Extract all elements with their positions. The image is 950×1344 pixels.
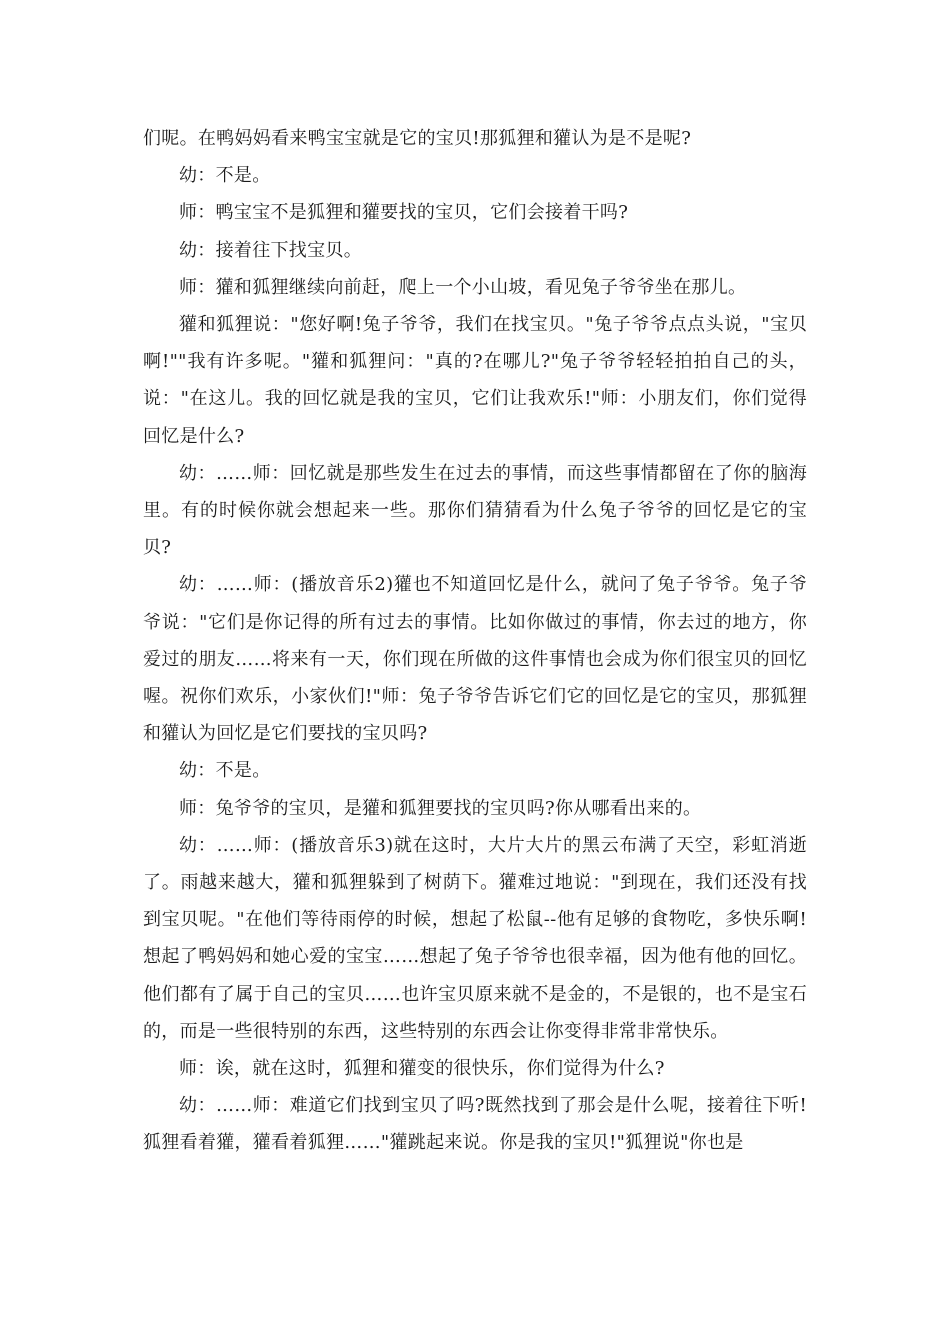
paragraph-10: 师：兔爷爷的宝贝，是獾和狐狸要找的宝贝吗?你从哪看出来的。 bbox=[179, 797, 702, 819]
paragraph-5: 师：獾和狐狸继续向前赶，爬上一个小山坡，看见兔子爷爷坐在那儿。 bbox=[179, 276, 747, 298]
paragraph-2: 幼：不是。 bbox=[179, 165, 271, 187]
paragraph-6: 獾和狐狸说："您好啊!兔子爷爷，我们在找宝贝。"兔子爷爷点点头说，"宝贝啊!""我有许多呢。"獾和狐狸问："真的?在哪儿?"兔子爷爷轻轻拍拍自己的头，说："在这儿。我的回忆就是我的宝贝，它们让我欢乐!"师：小朋友们，你们觉得回忆是什么? bbox=[143, 314, 807, 447]
paragraph-11: 幼：……师：(播放音乐3)就在这时，大片大片的黑云布满了天空，彩虹消逝了。雨越来越大，獾和狐狸躲到了树荫下。獾难过地说："到现在，我们还没有找到宝贝呢。"在他们等待雨停的时候，想起了松鼠--他有足够的食物吃，多快乐啊!想起了鸭妈妈和她心爱的宝宝……想起了兔子爷爷也很幸福，因为他有他的回忆。他们都有了属于自己的宝贝……也许宝贝原来就不是金的，不是银的，也不是宝石的，而是一些很特别的东西，这些特别的东西会让你变得非常非常快乐。 bbox=[143, 834, 807, 1042]
paragraph-8: 幼：……师：(播放音乐2)獾也不知道回忆是什么，就问了兔子爷爷。兔子爷爷说："它们是你记得的所有过去的事情。比如你做过的事情，你去过的地方，你爱过的朋友……将来有一天，你们现在所做的这件事情也会成为你们很宝贝的回忆喔。祝你们欢乐，小家伙们!"师：兔子爷爷告诉它们它的回忆是它的宝贝，那狐狸和獾认为回忆是它们要找的宝贝吗? bbox=[143, 574, 807, 745]
document-body bbox=[143, 120, 807, 1162]
paragraph-1: 们呢。在鸭妈妈看来鸭宝宝就是它的宝贝!那狐狸和獾认为是不是呢? bbox=[143, 128, 692, 149]
paragraph-13: 幼：……师：难道它们找到宝贝了吗?既然找到了那会是什么呢，接着往下听!狐狸看着獾，獾看着狐狸……"獾跳起来说。你是我的宝贝!"狐狸说"你也是 bbox=[143, 1095, 807, 1154]
paragraph-3: 师：鸭宝宝不是狐狸和獾要找的宝贝，它们会接着干吗? bbox=[179, 202, 629, 224]
paragraph-7: 幼：……师：回忆就是那些发生在过去的事情，而这些事情都留在了你的脑海里。有的时候你就会想起来一些。那你们猜猜看为什么兔子爷爷的回忆是它的宝贝? bbox=[143, 462, 807, 559]
paragraph-4: 幼：接着往下找宝贝。 bbox=[179, 239, 362, 261]
paragraph-12: 师：诶，就在这时，狐狸和獾变的很快乐，你们觉得为什么? bbox=[179, 1058, 665, 1080]
paragraph-9: 幼：不是。 bbox=[179, 760, 271, 782]
